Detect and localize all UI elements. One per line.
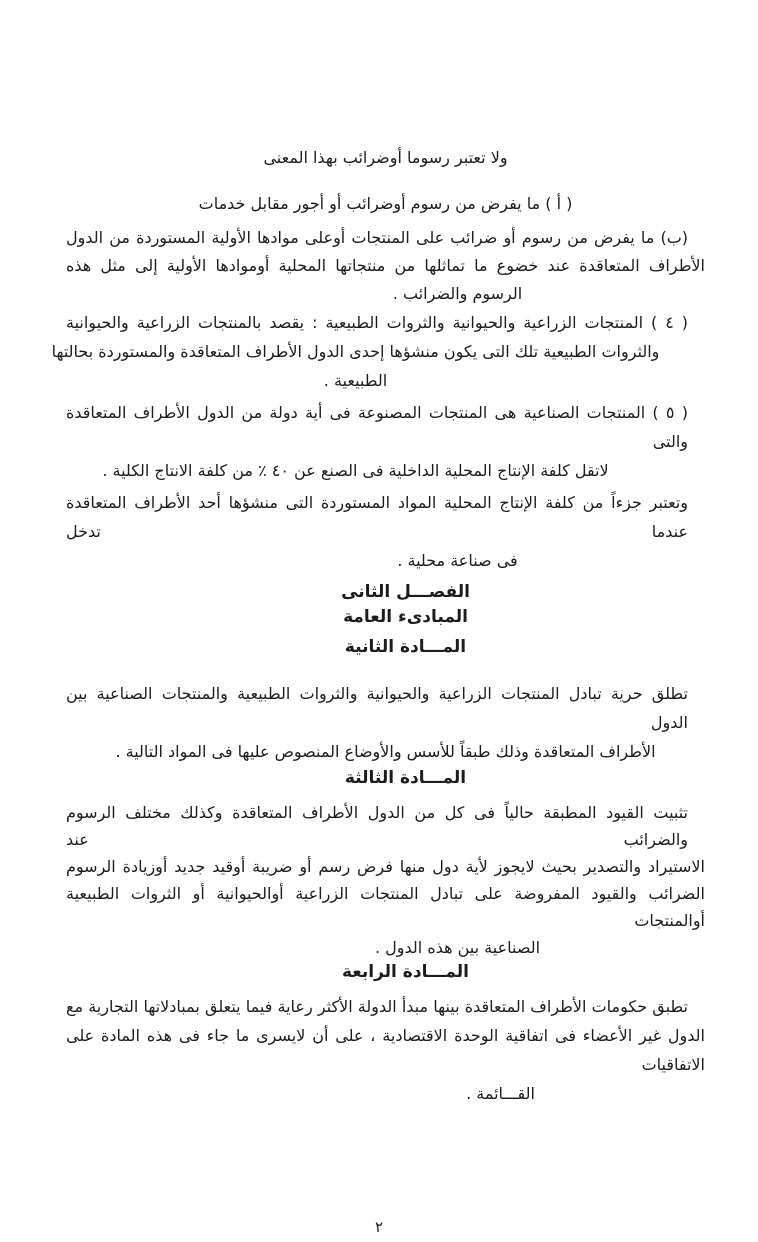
article-4-body-line: تطبق حكومات الأطراف المتعاقدة بينها مبدأ الدولة الأكثر رعاية فيما يتعلق بمبادلاتها التجارية مع xyxy=(66,997,688,1016)
note-tax-meaning xyxy=(66,143,705,172)
article-3-body-line: الصناعية بين هذه الدول . xyxy=(374,938,541,957)
article-2-body-line: الأطراف المتعاقدة وذلك طبقاً للأسس والأوضاع المنصوص عليها فى المواد التالية . xyxy=(115,742,656,761)
item-b xyxy=(66,224,705,308)
item-b-line: (ب) ما يفرض من رسوم أو ضرائب على المنتجات أوعلى موادها الأولية المستوردة من الدول xyxy=(66,228,688,247)
item-5-definition-line: لاتقل كلفة الإنتاج المحلية الداخلية فى الصنع عن ٤٠ ٪ من كلفة الانتاج الكلية . xyxy=(102,461,609,480)
item-4-definition xyxy=(51,308,705,395)
article-3-heading: المـــادة الثالثة xyxy=(344,768,467,788)
item-b-line: الرسوم والضرائب . xyxy=(392,284,523,303)
item-a xyxy=(66,189,705,218)
note-tax-meaning-line: ولا تعتبر رسوما أوضرائب بهذا المعنى xyxy=(263,148,508,167)
item-4-definition-line: ( ٤ ) المنتجات الزراعية والحيوانية والثروات الطبيعية : يقصد بالمنتجات الزراعية والحيوانية xyxy=(66,313,689,332)
item-5-definition-line: ( ٥ ) المنتجات الصناعية هى المنتجات المصنوعة فى أية دولة من الدول الأطراف المتعاقدة والتى xyxy=(66,403,689,451)
article-4-body-line: القـــائمة . xyxy=(466,1084,535,1103)
article-4-body xyxy=(66,992,705,1108)
page-number: ٢ xyxy=(374,1218,384,1236)
article-4-heading: المـــادة الرابعة xyxy=(341,962,469,982)
item-4-definition-line: والثروات الطبيعية تلك التى يكون منشؤها إحدى الدول الأطراف المتعاقدة والمستوردة بحالتها الطبيعية . xyxy=(51,342,660,390)
item-5-definition xyxy=(66,398,705,485)
item-b-line: الأطراف المتعاقدة عند خضوع ما تماثلها من منتجاتها المحلية أوموادها الأولية إلى مثل هذه xyxy=(66,256,705,275)
article-3-body-line: الاستيراد والتصدير بحيث لايجوز لأية دول منها فرض رسم أو ضريبة أوقيد جديد أوزيادة الرسوم xyxy=(66,857,705,876)
chapter-2-heading: الفصـــل الثانى xyxy=(341,582,470,602)
article-2-body-line: تطلق حرية تبادل المنتجات الزراعية والحيوانية والثروات الطبيعية والمنتجات الصناعية بين الدول xyxy=(66,684,688,732)
article-2-body xyxy=(66,679,705,766)
article-3-body-line: تثبيت القيود المطبقة حالياً فى كل من الدول الأطراف المتعاقدة وكذلك مختلف الرسوم والضرائب عند xyxy=(66,803,688,849)
general-principles-heading: المبادىء العامة xyxy=(343,607,468,627)
article-4-body-line: الدول غير الأعضاء فى اتفاقية الوحدة الاقتصادية ، على أن لايسرى ما جاء فى هذه المادة على الاتفاقيات xyxy=(66,1026,705,1074)
imported-materials-note-line: فى صناعة محلية . xyxy=(397,551,518,570)
article-3-body xyxy=(66,799,705,961)
item-a-line: ( أ ) ما يفرض من رسوم أوضرائب أو أجور مقابل خدمات xyxy=(198,194,573,213)
article-2-heading: المـــادة الثانية xyxy=(344,637,467,657)
imported-materials-note xyxy=(66,488,705,575)
imported-materials-note-line: وتعتبر جزءاً من كلفة الإنتاج المحلية المواد المستوردة التى منشؤها أحد الأطراف المتعاقدة عندما تدخل xyxy=(66,493,688,541)
article-3-body-line: الضرائب والقيود المفروضة على تبادل المنتجات الزراعية أوالحيوانية أو الثروات الطبيعية أوالمنتجات xyxy=(66,884,705,930)
